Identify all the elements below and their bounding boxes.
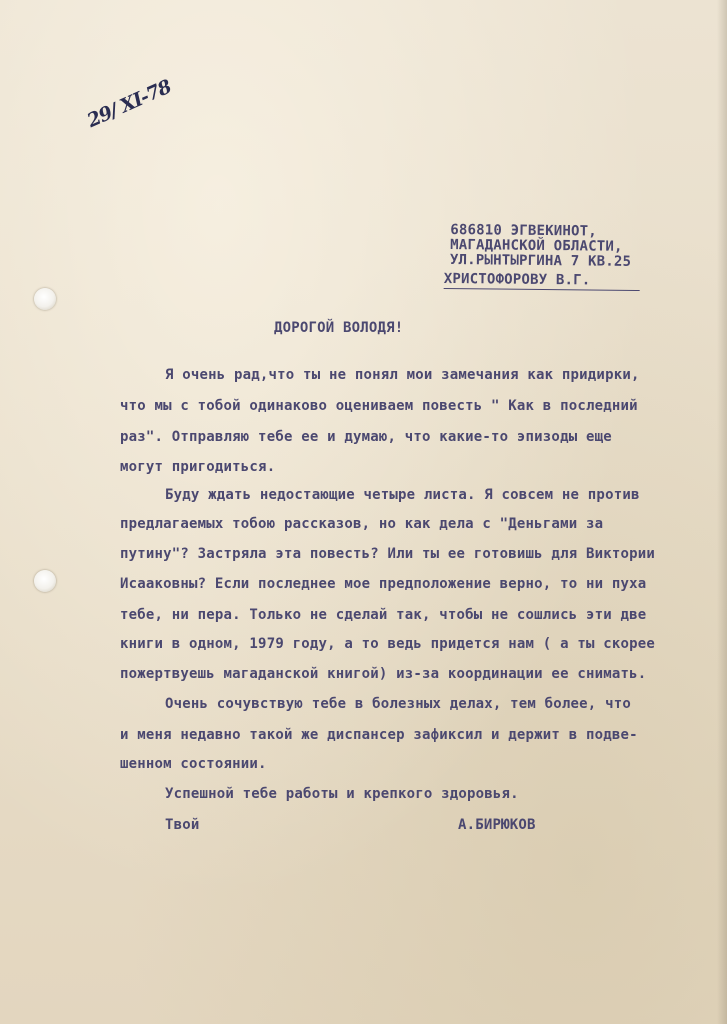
body-line: тебе, ни пера. Только не сделай так, чтобы не сошлись эти две xyxy=(120,607,647,623)
body-line: шенном состоянии. xyxy=(120,756,267,772)
body-line: Я очень рад,что ты не понял мои замечания как придирки, xyxy=(165,367,640,383)
body-line: раз". Отправляю тебе ее и думаю, что какие-то эпизоды еще xyxy=(120,429,612,445)
signature: А.БИРЮКОВ xyxy=(458,817,536,833)
body-line: пожертвуешь магаданской книгой) из-за координации ее снимать. xyxy=(120,666,647,682)
body-line: книги в одном, 1979 году, а то ведь придется нам ( а ты скорее xyxy=(120,636,655,652)
address-line-3: УЛ.РЫНТЫРГИНА 7 КВ.25 xyxy=(449,252,632,270)
page-edge-shadow xyxy=(717,0,727,1024)
address-line-1: 686810 ЭГВЕКИНОТ, xyxy=(450,222,598,240)
body-line: Успешной тебе работы и крепкого здоровья. xyxy=(165,786,519,802)
recipient-name: ХРИСТОФОРОВУ В.Г. xyxy=(444,272,640,291)
body-line: Очень сочувствую тебе в болезных делах, тем более, что xyxy=(165,696,631,712)
punch-hole-top xyxy=(34,288,56,310)
body-line: могут пригодиться. xyxy=(120,459,276,475)
handwritten-date-note: 29/ XI-78 xyxy=(84,75,175,133)
closing: Твой xyxy=(165,817,200,833)
salutation: ДОРОГОЙ ВОЛОДЯ! xyxy=(274,320,404,336)
punch-hole-bottom xyxy=(34,570,56,592)
body-line: предлагаемых тобою рассказов, но как дела с "Деньгами за xyxy=(120,516,604,532)
address-line-2: МАГАДАНСКОЙ ОБЛАСТИ, xyxy=(450,237,623,255)
recipient-address-block xyxy=(443,222,641,291)
body-line: и меня недавно такой же диспансер зафиксил и держит в подве- xyxy=(120,727,638,743)
body-line: что мы с тобой одинаково оцениваем повесть " Как в последний xyxy=(120,398,638,414)
body-line: Буду ждать недостающие четыре листа. Я совсем не против xyxy=(165,487,640,503)
body-line: Исааковны? Если последнее мое предположение верно, то ни пуха xyxy=(120,576,647,592)
body-line: путину"? Застряла эта повесть? Или ты ее готовишь для Виктории xyxy=(120,546,655,562)
